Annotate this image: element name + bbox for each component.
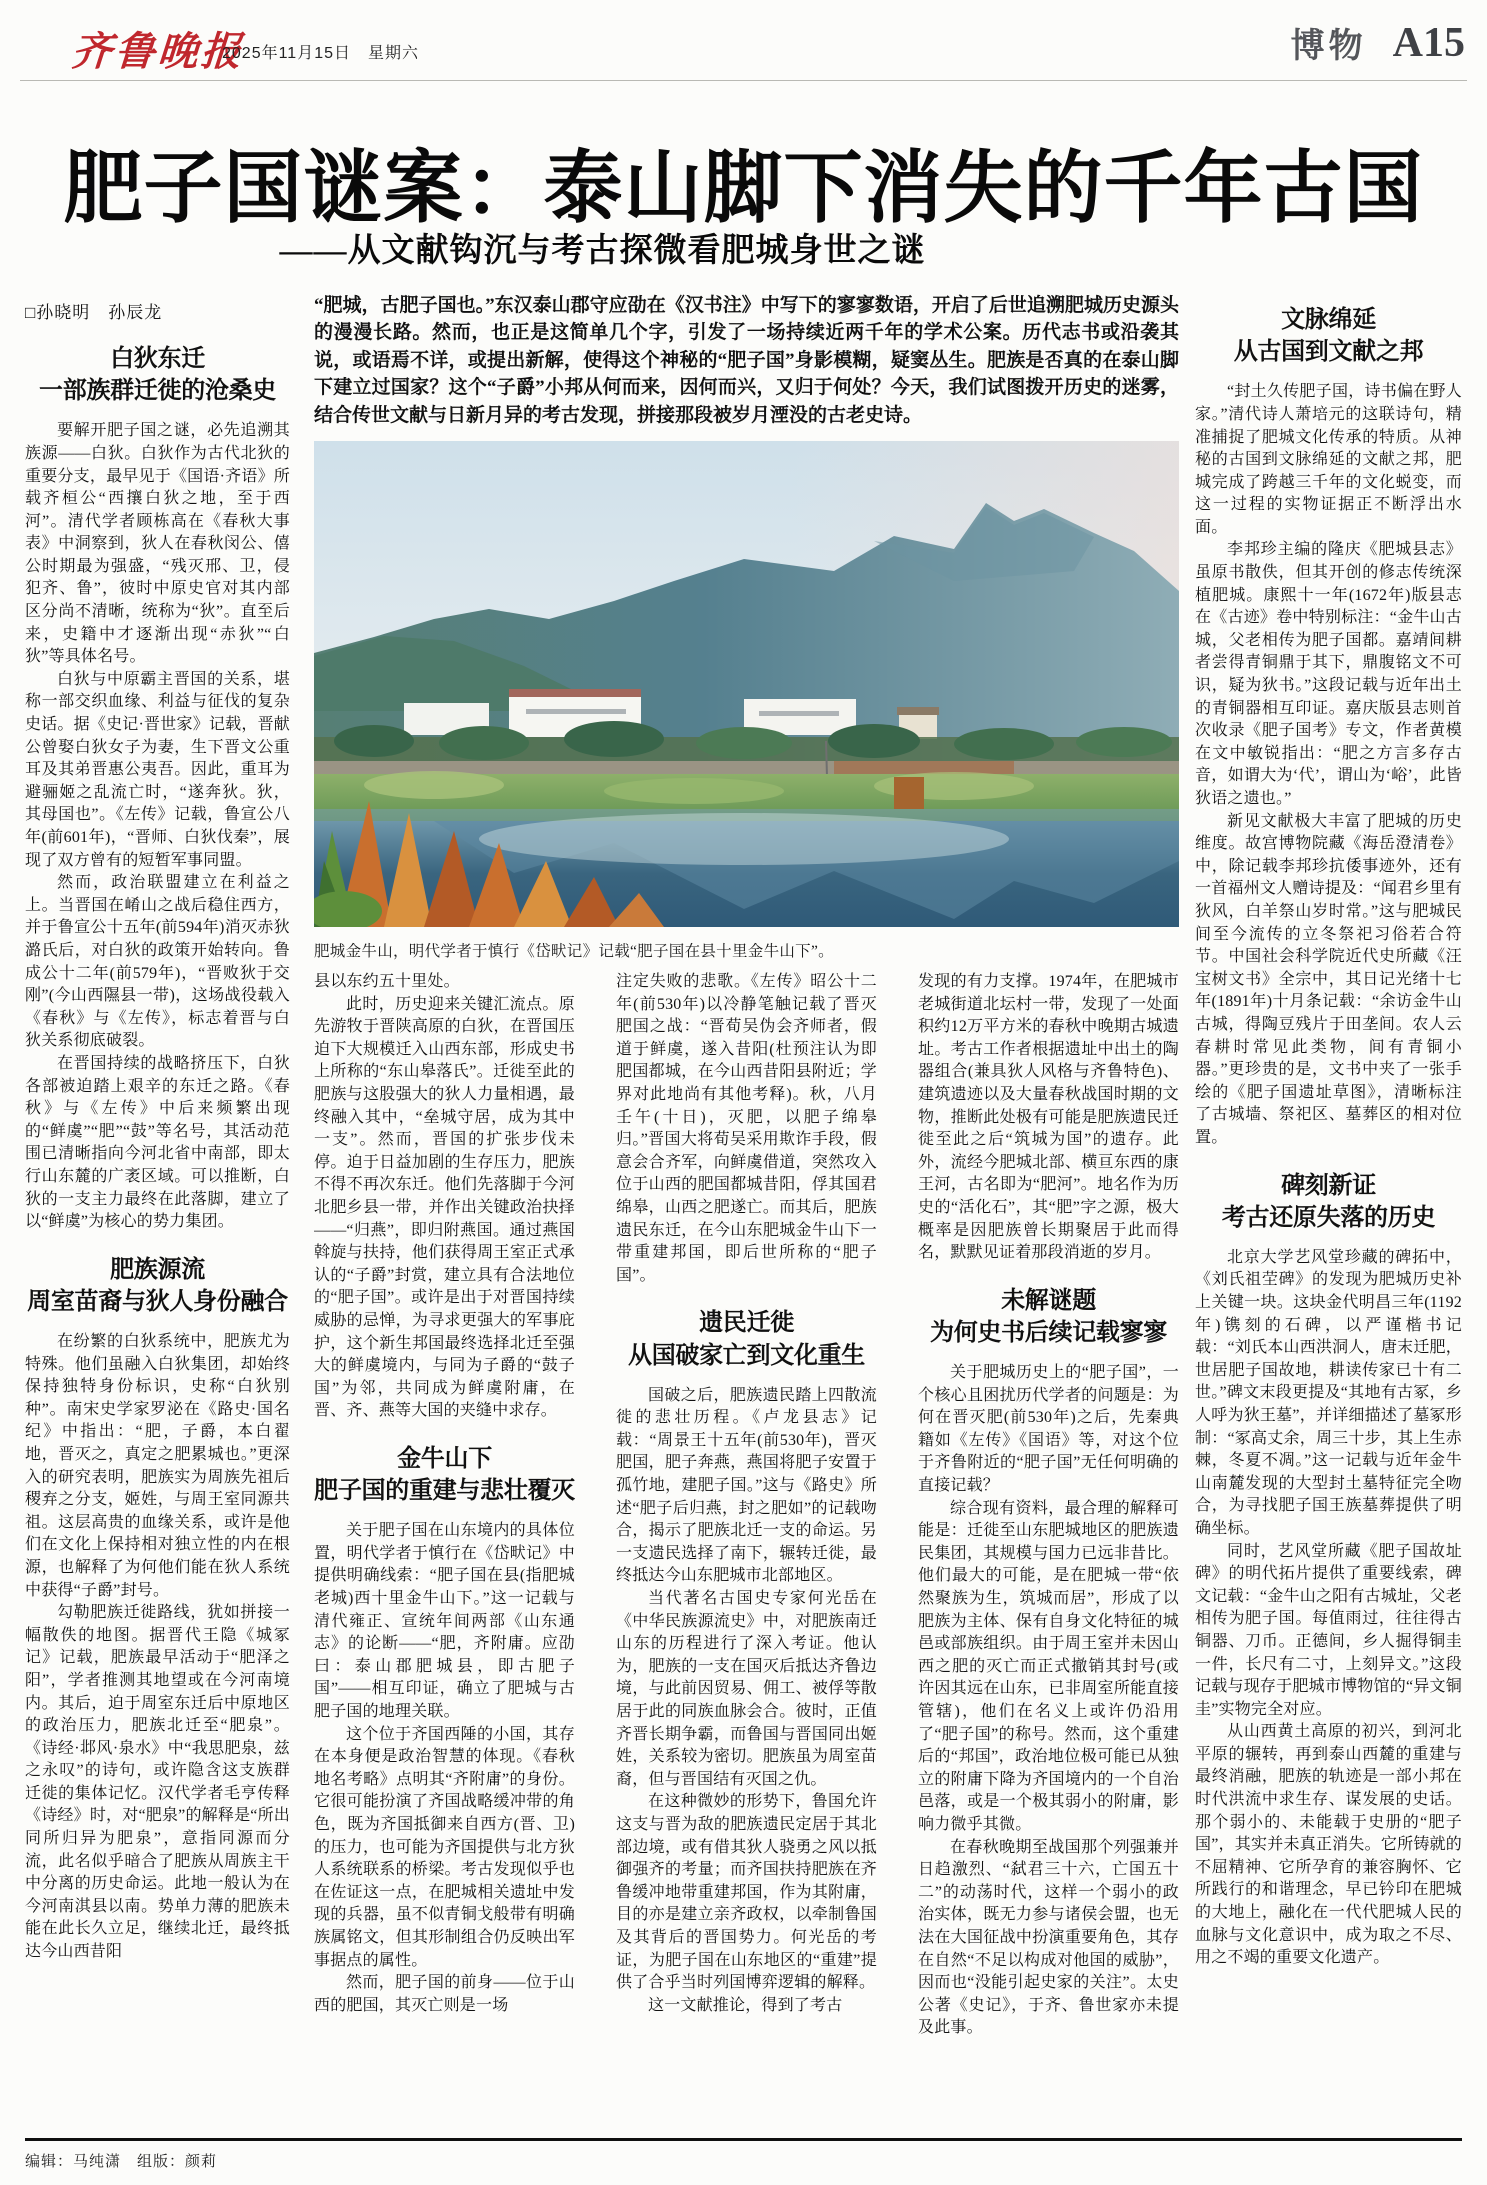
paragraph: 发现的有力支撑。1974年，在肥城市老城街道北坛村一带，发现了一处面积约12万平方米的春秋中晚期古城遗址。考古工作者根据遗址中出土的陶器组合(兼具狄人风格与齐鲁特色)、建筑遗迹以及大量春秋战国时期的文物，推断此处极有可能是肥族遗民迁徙至此之后“筑城为国”的遗存。此外，流经今肥城北部、横亘东西的康王河，古名即为“肥河”。地名作为历史的“活化石”，其“肥”字之源，极大概率是因肥族曾长期聚居于此而得名，默默见证着那段消逝的岁月。 (918, 973, 1179, 1262)
dateline: 2025年11月15日 星期六 (222, 45, 420, 62)
paragraph: 在纷繁的白狄系统中，肥族尤为特殊。他们虽融入白狄集团，却始终保持独特身份标识，史称“白狄别种”。南宋史学家罗泌在《路史·国名纪》中指出：“肥，子爵，本白翟地，晋灭之，真定之肥累城也。”更深入的研究表明，肥族实为周族先祖后稷弃之分支，姬姓，与周王室同源共祖。这层高贵的血缘关系，或许是他们在文化上保持相对独立性的内在根源，也解释了为何他们能在狄人系统中获得“子爵”封号。 (25, 1333, 290, 1599)
paragraph: 综合现有资料，最合理的解释可能是：迁徙至山东肥城地区的肥族遗民集团，其规模与国力已远非昔比。他们最大的可能，是在肥城一带“依然聚族为生，筑城而居”，形成了以肥族为主体、保有自身文化特征的城邑或部族组织。由于周王室并未因山西之肥的灭亡而正式撤销其封号(或许因其远在山东，已非周室所能直接管辖)，他们在名义上或许仍沿用了“肥子国”的称号。然而，这个重建后的“邦国”，政治地位极可能已从独立的附庸下降为齐国境内的一个自治邑落，或是一个极其弱小的附庸，影响力微乎其微。 (918, 1499, 1179, 1833)
section-heading (25, 343, 290, 407)
masthead (70, 18, 1465, 74)
paragraph: 在春秋晚期至战国那个列强兼并日趋激烈、“弑君三十六，亡国五十二”的动荡时代，这样一个弱小的政治实体，既无力参与诸侯会盟，也无法在大国征战中扮演重要角色，其存在自然“不足以构成对他国的威胁”，因而也“没能引起史家的关注”。太史公著《史记》，于齐、鲁世家亦未提及此事。 (918, 1838, 1179, 2037)
paragraph: 白狄与中原霸主晋国的关系，堪称一部交织血缘、利益与征伐的复杂史话。据《史记·晋世家》记载，晋献公曾娶白狄女子为妻，生下晋文公重耳及其弟晋惠公夷吾。因此，重耳为避骊姬之乱流亡时，“遂奔狄。狄，其母国也”。《左传》记载，鲁宣公八年(前601年)，“晋师、白狄伐秦”，展现了双方曾有的短暂军事同盟。 (25, 670, 290, 869)
paragraph: 然而，政治联盟建立在利益之上。当晋国在崤山之战后稳住西方，并于鲁宣公十五年(前594年)消灭赤狄潞氏后，对白狄的政策开始转向。鲁成公十二年(前579年)，“晋败狄于交刚”(今山西隰县一带)，这场战役载入《春秋》与《左传》，标志着晋与白狄关系彻底破裂。 (25, 874, 290, 1050)
column-right (1195, 292, 1462, 2136)
paragraph: 在晋国持续的战略挤压下，白狄各部被迫踏上艰辛的东迁之路。《春秋》与《左传》中后来频繁出现的“鲜虞”“肥”“鼓”等名号，其活动范围已清晰指向今河北省中南部，即太行山东麓的广袤区域。可以推断，白狄的一支主力最终在此落脚，建立了以“鲜虞”为核心的势力集团。 (25, 1054, 290, 1231)
section-title-line: 周室苗裔与狄人身份融合 (27, 1288, 288, 1315)
section-title-line: 未解谜题 (1001, 1287, 1096, 1314)
column-mid-2 (616, 971, 877, 2136)
paragraph: 要解开肥子国之谜，必先追溯其族源——白狄。白狄作为古代北狄的重要分支，最早见于《国语·齐语》所载齐桓公“西攘白狄之地，至于西河”。清代学者顾栋高在《春秋大事表》中洞察到，狄人在春秋闵公、僖公时期最为强盛，“残灭邢、卫，侵犯齐、鲁”，彼时中原史官对其内部区分尚不清晰，统称为“狄”。直至后来，史籍中才逐渐出现“赤狄”“白狄”等具体名号。 (25, 422, 290, 666)
paragraph: “封土久传肥子国，诗书偏在野人家。”清代诗人萧培元的这联诗句，精准捕捉了肥城文化传承的特质。从神秘的古国到文脉绵延的文献之邦，肥城完成了跨越三千年的文化蜕变，而这一过程的实物证据正不断浮出水面。 (1195, 383, 1462, 536)
newspaper-logo: 齐鲁晚报 (70, 29, 246, 74)
byline: □孙晓明 孙辰龙 (25, 303, 163, 322)
paragraph: 注定失败的悲歌。《左传》昭公十二年(前530年)以冷静笔触记载了晋灭肥国之战：“晋荀吴伪会齐师者，假道于鲜虞，遂入昔阳(杜预注认为即肥国都城，在今山西昔阳县附近；学界对此地尚有其他考释)。秋，八月壬午(十日)，灭肥，以肥子绵皋归。”晋国大将荀吴采用欺诈手段，假意会合齐军，向鲜虞借道，突然攻入位于山西的肥国都城昔阳，俘其国君绵皋，山西之肥遂亡。而其后，肥族遗民东迁，在今山东肥城金牛山下一带重建邦国，即后世所称的“肥子国”。 (616, 973, 877, 1284)
column-mid-1 (314, 971, 575, 2136)
intro-paragraph: “肥城，古肥子国也。”东汉泰山郡守应劭在《汉书注》中写下的寥寥数语，开启了后世追溯肥城历史源头的漫漫长路。然而，也正是这简单几个字，引发了一场持续近两千年的学术公案。历代志书或沿袭其说，或语焉不详，或提出新解，使得这个神秘的“肥子国”身影模糊，疑窦丛生。肥族是否真的在泰山脚下建立过国家？这个“子爵”小邦从何而来，因何而兴，又归于何处？今天，我们试图拨开历史的迷雾，结合传世文献与日新月异的考古发现，拼接那段被岁月湮没的古老史诗。 (314, 295, 1179, 426)
masthead-right (1291, 18, 1465, 67)
article-body (25, 292, 1462, 2136)
middle-columns (314, 971, 1179, 2136)
photo-jinniu-mountain (314, 441, 1179, 961)
page-number: A15 (1392, 20, 1465, 66)
paragraph: 这个位于齐国西陲的小国，其存在本身便是政治智慧的体现。《春秋地名考略》点明其“齐附庸”的身份。它很可能扮演了齐国战略缓冲带的角色，既为齐国抵御来自西方(晋、卫)的压力，也可能为齐国提供与北方狄人系统联系的桥梁。考古发现似乎也在佐证这一点，在肥城相关遗址中发现的兵器，虽不似青铜戈般带有明确族属铭文，但其形制组合仍反映出军事据点的属性。 (314, 1725, 575, 1969)
section-title-line: 从国破家亡到文化重生 (628, 1342, 865, 1369)
paragraph: 此时，历史迎来关键汇流点。原先游牧于晋陕高原的白狄，在晋国压迫下大规模迁入山西东部，形成史书上所称的“东山皋落氏”。迁徙至此的肥族与这股强大的狄人力量相遇，最终融入其中，“垒城守居，成为其中一支”。然而，晋国的扩张步伐未停。迫于日益加剧的生存压力，肥族不得不再次东迁。他们先落脚于今河北肥乡县一带，并作出关键政治抉择——“归燕”，即归附燕国。通过燕国斡旋与扶持，他们获得周王室正式承认的“子爵”封赏，建立具有合法地位的“肥子国”。或许是出于对晋国持续威胁的忌惮，为寻求更强大的军事庇护，这个新生邦国最终选择北迁至强大的鲜虞境内，与同为子爵的“鼓子国”为邻，共同成为鲜虞附庸，在晋、齐、燕等大国的夹缝中求存。 (314, 995, 575, 1420)
main-headline: 肥子国谜案：泰山脚下消失的千年古国 (63, 145, 1424, 233)
paragraph: 勾勒肥族迁徙路线，犹如拼接一幅散佚的地图。据晋代王隐《城冢记》记载，肥族最早活动于“肥泽之阳”，学者推测其地望或在今河南境内。其后，迫于周室东迁后中原地区的政治压力，肥族北迁至“肥泉”。《诗经·邶风·泉水》中“我思肥泉，兹之永叹”的诗句，或许隐含这支族群迁徙的集体记忆。汉代学者毛亨传释《诗经》时，对“肥泉”的解释是“所出同所归异为肥泉”，意指同源而分流，此名似乎暗合了肥族从周族主干中分离的历史命运。此地一般认为在今河南淇县以南。势单力薄的肥族未能在此长久立足，继续北迁，最终抵达今山西昔阳 (25, 1604, 290, 1961)
photo-caption: 肥城金牛山，明代学者于慎行《岱畎记》记载“肥子国在县十里金牛山下”。 (314, 943, 834, 961)
section-heading (1195, 1170, 1462, 1234)
paragraph: 在这种微妙的形势下，鲁国允许这支与晋为敌的肥族遗民定居于其北部边境，或有借其狄人骁勇之风以抵御强齐的考量；而齐国扶持肥族在齐鲁缓冲地带重建邦国，作为其附庸，目的亦是建立亲齐政权，以牵制鲁国及其背后的晋国势力。何光岳的考证，为肥子国在山东地区的“重建”提供了合乎当时列国博弈逻辑的解释。 (616, 1793, 877, 1992)
paragraph: 李邦珍主编的隆庆《肥城县志》虽原书散佚，但其开创的修志传统深植肥城。康熙十一年(1672年)版县志在《古迹》卷中特别标注：“金牛山古城，父老相传为肥子国都。嘉靖间耕者尝得青铜鼎于其下，鼎腹铭文不可识，疑为狄书。”这段记载与近年出土的青铜器相互印证。嘉庆版县志则首次收录《肥子国考》专文，作者黄模在文中敏锐指出：“肥之方言多存古音，如谓大为‘代’，谓山为‘峪’，此皆狄语之遗也。” (1195, 541, 1462, 807)
paragraph: 国破之后，肥族遗民踏上四散流徙的悲壮历程。《卢龙县志》记载：“周景王十五年(前530年)，晋灭肥国，肥子奔燕，燕国将肥子安置于孤竹地，建肥子国。”这与《路史》所述“肥子后归燕，封之肥如”的记载吻合，揭示了肥族北迁一支的命运。另一支遗民选择了南下，辗转迁徙，最终抵达今山东肥城市北部地区。 (616, 1386, 877, 1585)
section-heading (1195, 304, 1462, 368)
paragraph: 然而，肥子国的前身——位于山西的肥国，其灭亡则是一场 (314, 1974, 575, 2014)
section-name: 博物 (1290, 27, 1367, 65)
column-mid-3 (918, 971, 1179, 2136)
paragraph: 新见文献极大丰富了肥城的历史维度。故宫博物院藏《海岳澄清卷》中，除记载李邦珍抗倭事迹外，还有一首福州文人赠诗提及：“闻君乡里有狄风，白羊祭山岁时常。”这与肥城民间至今流传的立冬祭祀习俗若合符节。中国社会科学院近代史所藏《汪宝树文书》全宗中，其日记光绪十七年(1891年)十月条记载：“余访金牛山古城，得陶豆残片于田垄间。农人云春耕时常见此类物，间有青铜小器。”更珍贵的是，文书中夹了一张手绘的《肥子国遗址草图》，清晰标注了古城墙、祭祀区、墓葬区的相对位置。 (1195, 812, 1462, 1146)
paragraph: 县以东约五十里处。 (314, 973, 460, 991)
section-heading (25, 1254, 290, 1318)
section-title-line: 考古还原失落的历史 (1221, 1204, 1436, 1231)
column-left (25, 292, 290, 2136)
landscape-photo-graphic (314, 441, 1179, 927)
section-heading (918, 1285, 1179, 1349)
section-title-line: 一部族群迁徙的沧桑史 (39, 378, 276, 405)
paragraph: 这一文献推论，得到了考古 (648, 1996, 843, 2014)
section-title-line: 金牛山下 (397, 1445, 492, 1472)
section-title-line: 白狄东迁 (110, 346, 205, 372)
paragraph: 从山西黄土高原的初兴，到河北平原的辗转，再到泰山西麓的重建与最终消融，肥族的轨迹是一部小邦在时代洪流中求生存、谋发展的史话。那个弱小的、未能载于史册的“肥子国”，其实并未真正消失。它所铸就的不屈精神、它所孕育的兼容胸怀、它所践行的和谐理念，早已钤印在肥城的大地上，融化在一代代肥城人民的血脉与文化意识中，成为取之不尽、用之不竭的重要文化遗产。 (1195, 1723, 1462, 1967)
section-title-line: 从古国到文献之邦 (1233, 339, 1424, 366)
section-title-line: 肥子国的重建与悲壮覆灭 (314, 1478, 575, 1505)
paragraph: 北京大学艺风堂珍藏的碑拓中，《刘氏祖茔碑》的发现为肥城历史补上关键一块。这块金代明昌三年(1192年)镌刻的石碑，以严谨楷书记载：“刘氏本山西洪洞人，唐末迁肥，世居肥子国故地，耕读传家已十有二世。”碑文末段更提及“其地有古冢，乡人呼为狄王墓”，并详细描述了墓冢形制：“冢高丈余，周三十步，其上生赤棘，冬夏不凋。”这一记载与近年金牛山南麓发现的大型封土墓特征完全吻合，为寻找肥子国王族墓葬提供了明确坐标。 (1195, 1248, 1462, 1537)
section-title-line: 为何史书后续记载寥寥 (930, 1319, 1167, 1346)
paragraph: 同时，艺风堂所藏《肥子国故址碑》的明代拓片提供了重要线索，碑文记载：“金牛山之阳有古城址，父老相传为肥子国。每值雨过，往往得古铜器、刀币。正德间，乡人掘得铜圭一件，长尺有二寸，上刻异文。”这段记载与现存于肥城市博物馆的“异文铜圭”实物完全对应。 (1195, 1542, 1462, 1718)
section-title-line: 碑刻新证 (1281, 1172, 1376, 1199)
column-middle-wrap (314, 292, 1179, 2136)
editors-credit: 编辑：马纯潇 组版：颜莉 (25, 2153, 218, 2170)
masthead-divider (20, 80, 1467, 81)
section-title-line: 文脉绵延 (1281, 307, 1376, 333)
sub-headline: ——从文献钩沉与考古探微看肥城身世之谜 (279, 233, 926, 269)
section-heading (314, 1443, 575, 1507)
section-title-line: 肥族源流 (110, 1256, 205, 1283)
paragraph: 关于肥子国在山东境内的具体位置，明代学者于慎行在《岱畎记》中提供明确线索：“肥子国在县(指肥城老城)西十里金牛山下。”这一记载与清代雍正、宣统年间两部《山东通志》的论断——“肥，齐附庸。应劭曰：泰山郡肥城县，即古肥子国”——相互印证，确立了肥城与古肥子国的地理关联。 (314, 1522, 575, 1720)
paragraph: 关于肥城历史上的“肥子国”，一个核心且困扰历代学者的问题是：为何在晋灭肥(前530年)之后，先秦典籍如《左传》《国语》等，对这个位于齐鲁附近的“肥子国”无任何明确的直接记载？ (918, 1364, 1179, 1495)
paragraph: 当代著名古国史专家何光岳在《中华民族源流史》中，对肥族南迁山东的历程进行了深入考证。他认为，肥族的一支在国灭后抵达齐鲁边境，与此前因贸易、佣工、被俘等散居于此的同族血脉会合。彼时，正值齐晋长期争霸，而鲁国与晋国同出姬姓，关系较为密切。肥族虽为周室苗裔，但与晋国结有灭国之仇。 (616, 1590, 877, 1788)
footer-rule (25, 2138, 1462, 2141)
section-heading (616, 1307, 877, 1371)
section-title-line: 遗民迁徙 (699, 1310, 794, 1337)
